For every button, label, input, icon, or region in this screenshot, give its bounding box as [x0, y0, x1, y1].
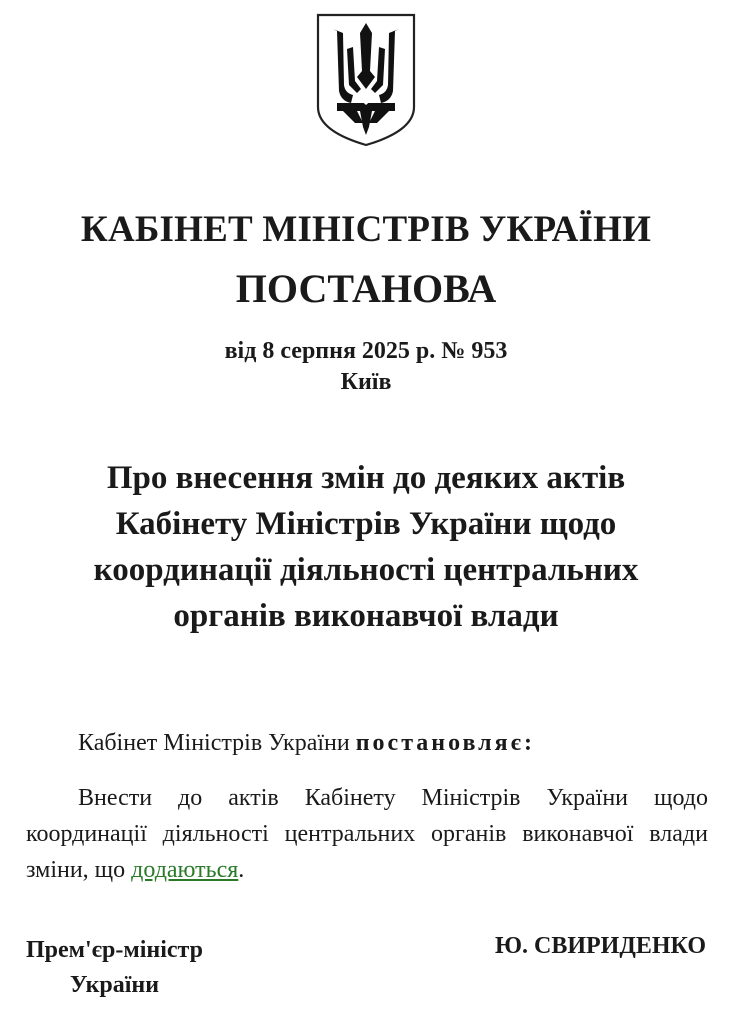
document-type: ПОСТАНОВА [235, 266, 497, 311]
trident-coat-of-arms-icon [313, 11, 419, 147]
body-end: . [238, 857, 245, 883]
signatory-position-line1: Прем'єр-міністр [26, 937, 203, 963]
decree-word: постановляє: [355, 730, 535, 756]
agency-name: КАБІНЕТ МІНІСТРІВ УКРАЇНИ [80, 209, 652, 250]
body-paragraph [26, 780, 708, 888]
body-text: Внести до актів Кабінету Міністрів України щодо координації діяльності центральних органів виконавчої влади зміни, що [26, 785, 708, 883]
preamble-text: Кабінет Міністрів України [78, 730, 356, 756]
document-place: Київ [340, 369, 392, 395]
preamble [78, 730, 535, 757]
signatory-name: Ю. СВИРИДЕНКО [494, 933, 706, 959]
signatory-position-line2: України [69, 972, 160, 998]
document-date-number: від 8 серпня 2025 р. № 953 [224, 338, 508, 364]
attachments-link[interactable]: додаються [131, 857, 239, 883]
document-title: Про внесення змін до деяких актів Кабінету Міністрів України щодо координації діяльності центральних органів виконавчої влади [93, 460, 639, 634]
signatory-position [26, 933, 203, 1003]
